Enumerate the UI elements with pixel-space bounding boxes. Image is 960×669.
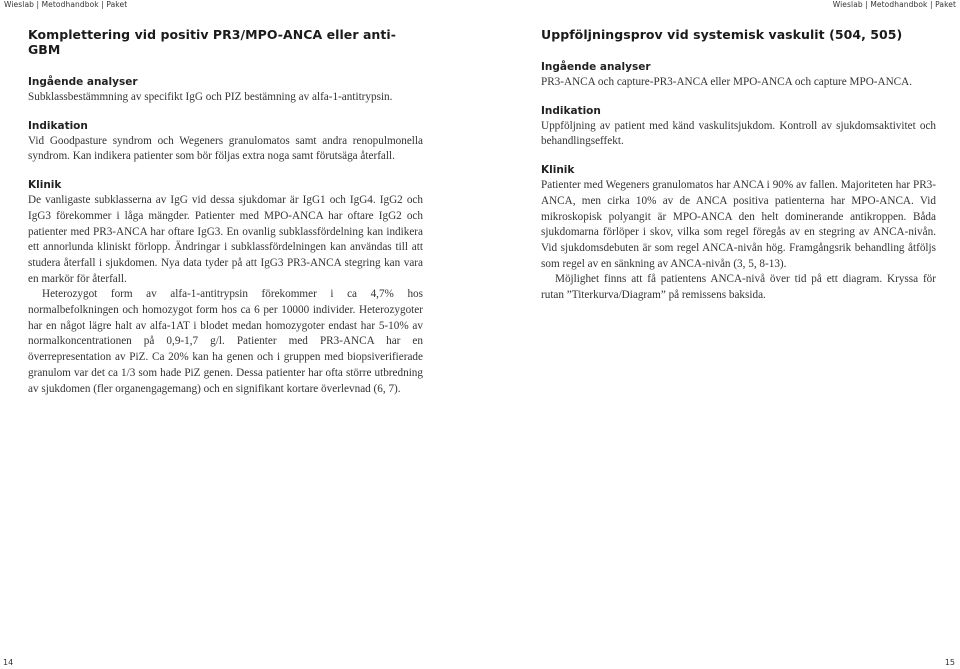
section-heading: Klinik xyxy=(541,164,575,177)
section-heading: Indikation xyxy=(28,119,88,132)
running-head-left: Wieslab | Metodhandbok | Paket xyxy=(4,0,128,9)
running-head-right: Wieslab | Metodhandbok | Paket xyxy=(832,0,956,9)
section-klinik-left xyxy=(28,178,423,397)
section-ingaende-analyser-right xyxy=(541,60,936,91)
section-ingaende-analyser-left xyxy=(28,75,423,106)
page-number-right: 15 xyxy=(944,658,955,667)
section-heading: Ingående analyser xyxy=(541,61,651,73)
section-heading: Indikation xyxy=(541,104,601,117)
left-page-title: Komplettering vid positiv PR3/MPO-ANCA eller anti-GBM xyxy=(28,27,396,57)
section-heading: Klinik xyxy=(28,179,62,192)
section-heading: Ingående analyser xyxy=(28,76,138,88)
section-indikation-left xyxy=(28,119,423,165)
section-paragraph: Patienter med Wegeners granulomatos har ANCA i 90% av fallen. Majoriteten har PR3-ANCA, men cirka 10% av de ANCA positiva patienterna har MPO-ANCA. Vid mikroskopisk polyangit är MPO-ANCA den helt dominerande antikroppen. Båda sjukdomarna förlöper i skov, vilka som regel föregås av en stegring av ANCA-nivån. Vid sjukdomsdebuten är som regel ANCA-nivån hög. Framgångsrik behandling åtföljs som regel av en sänkning av ANCA-nivån (3, 5, 8-13). xyxy=(541,179,936,270)
left-page-column xyxy=(28,27,423,410)
section-paragraph: De vanligaste subklasserna av IgG vid dessa sjukdomar är IgG1 och IgG4. IgG2 och IgG3 förekommer i låga mängder. Patienter med MPO-ANCA har oftare IgG2 och patienter med PR3-ANCA har oftare IgG3. En ovanlig subklassfördelning kan indikera ett annorlunda kliniskt förlopp. Ändringar i subklassfördelningen kan användas till att studera återfall i sjukdomen. Nya data tyder på att IgG3 PR3-ANCA stegring kan vara en markör för återfall. xyxy=(28,194,423,285)
section-paragraph: Heterozygot form av alfa-1-antitrypsin förekommer i ca 4,7% hos normalbefolkningen och homozygot form hos ca 6 per 10000 individer. Heterozygoter har en något lägre halt av alfa-1AT i blodet medan homozygoter endast har 5-10% av normalkoncentrationen på 0,9-1,7 g/l. Patienter med PR3-ANCA har en överrepresentation av PiZ. Ca 20% kan ha genen och i gruppen med biopsiverifierade granulom var det ca 1/3 som hade PiZ genen. Dessa patienter har ofta större utbredning av sjukdomen (fler organengagemang) och en signifikant kortare överlevnad (6, 7). xyxy=(28,288,423,395)
page-number-left: 14 xyxy=(3,658,14,667)
section-paragraph: Uppföljning av patient med känd vaskulitsjukdom. Kontroll av sjukdomsaktivitet och behandlingseffekt. xyxy=(541,119,936,148)
right-page-column xyxy=(541,27,936,317)
section-indikation-right xyxy=(541,104,936,150)
section-paragraph: Vid Goodpasture syndrom och Wegeners granulomatos samt andra renopulmonella syndrom. Kan indikera patienter som bör följas extra noga samt förutsäga återfall. xyxy=(28,134,423,163)
section-paragraph: Subklassbestämmning av specifikt IgG och PIZ bestämning av alfa-1-antitrypsin. xyxy=(28,91,393,103)
right-page-title: Uppföljningsprov vid systemisk vaskulit (504, 505) xyxy=(541,27,903,42)
section-paragraph: Möjlighet finns att få patientens ANCA-nivå över tid på ett diagram. Kryssa för rutan ”Titerkurva/Diagram” på remissens baksida. xyxy=(541,273,936,302)
section-paragraph: PR3-ANCA och capture-PR3-ANCA eller MPO-ANCA och capture MPO-ANCA. xyxy=(541,76,913,88)
section-klinik-right xyxy=(541,163,936,304)
